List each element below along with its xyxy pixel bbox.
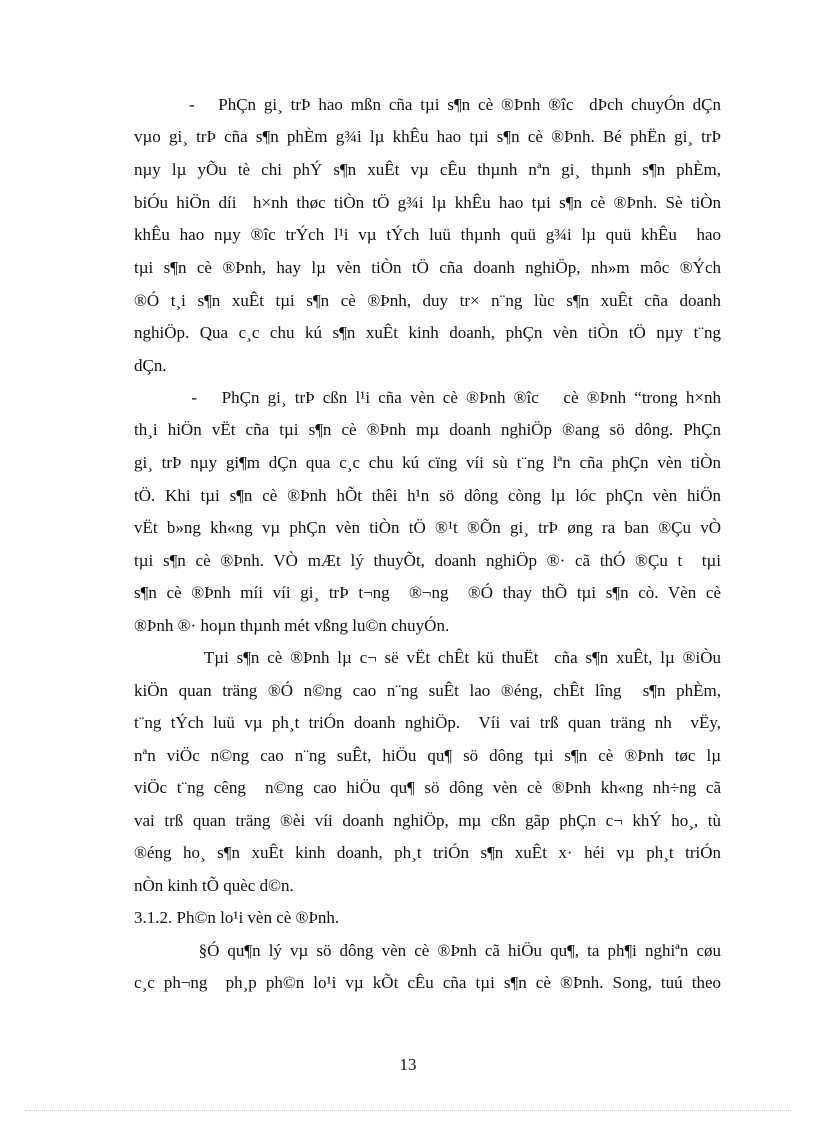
body-line: dÇn.	[134, 356, 167, 375]
body-line: s¶n cè ®Þnh míi víi gi¸ trÞ t¬ng ®¬ng ®Ó thay thÕ tµi s¶n cò. Vèn cè	[134, 583, 721, 602]
body-line: vËt b»ng kh«ng vµ phÇn vèn tiÒn tÖ ®¹t ®Õn gi¸ trÞ øng ra ban ®Çu vÒ	[134, 518, 721, 537]
body-line: - PhÇn gi¸ trÞ cßn l¹i cña vèn cè ®Þnh ®îc cè ®Þnh “trong h×nh	[134, 388, 721, 407]
body-line: ®éng ho¸ s¶n xuÊt kinh doanh, ph¸t triÓn s¶n xuÊt x· héi vµ ph¸t triÓn	[134, 843, 721, 862]
section-heading: 3.1.2. Ph©n lo¹i vèn cè ®Þnh.	[134, 908, 340, 927]
body-line: vai trß quan träng ®èi víi doanh nghiÖp, mµ cßn gãp phÇn c¬ khÝ ho¸, tù	[134, 811, 721, 830]
body-line: - PhÇn gi¸ trÞ hao mßn cña tµi s¶n cè ®Þnh ®îc dÞch chuyÓn dÇn	[134, 95, 721, 114]
body-line: biÓu hiÖn díi h×nh thøc tiÒn tÖ g¾i lµ khÊu hao tµi s¶n cè ®Þnh. Sè tiÒn	[134, 193, 721, 212]
body-line: th¸i hiÖn vËt cña tµi s¶n cè ®Þnh mµ doanh nghiÖp ®ang sö dông. PhÇn	[134, 420, 721, 439]
body-line: nÒn kinh tÕ quèc d©n.	[134, 876, 294, 895]
body-line: t¨ng tÝch luü vµ ph¸t triÓn doanh nghiÖp. Víi vai trß quan träng nh vËy,	[134, 713, 721, 732]
body-line: viÖc t¨ng cêng n©ng cao hiÖu qu¶ sö dông vèn cè ®Þnh kh«ng nh÷ng cã	[134, 778, 721, 797]
page-number: 13	[399, 1055, 417, 1074]
body-line: kiÖn quan träng ®Ó n©ng cao n¨ng suÊt lao ®éng, chÊt lîng s¶n phÈm,	[134, 681, 721, 700]
body-line: ®Ó t¸i s¶n xuÊt tµi s¶n cè ®Þnh, duy tr× n¨ng lùc s¶n xuÊt cña doanh	[134, 291, 721, 310]
body-line: c¸c ph¬ng ph¸p ph©n lo¹i vµ kÕt cÊu cña tµi s¶n cè ®Þnh. Song, tuú theo	[134, 973, 721, 992]
body-line: nªn viÖc n©ng cao n¨ng suÊt, hiÖu qu¶ sö dông tµi s¶n cè ®Þnh tøc lµ	[134, 746, 721, 765]
footer-divider	[25, 1110, 791, 1111]
body-line: ®Þnh ®· hoµn thµnh mét vßng lu©n chuyÓn.	[134, 616, 450, 635]
body-line: tµi s¶n cè ®Þnh. VÒ mÆt lý thuyÕt, doanh nghiÖp ®· cã thÓ ®Çu t tµi	[134, 551, 721, 570]
body-line: vµo gi¸ trÞ cña s¶n phÈm g¾i lµ khÊu hao tµi s¶n cè ®Þnh. Bé phËn gi¸ trÞ	[134, 127, 721, 146]
body-line: gi¸ trÞ nµy gi¶m dÇn qua c¸c chu kú cïng víi sù t¨ng lªn cña phÇn vèn tiÒn	[134, 453, 721, 472]
body-line: khÊu hao nµy ®îc trÝch l¹i vµ tÝch luü thµnh quü g¾i lµ quü khÊu hao	[134, 225, 721, 244]
body-line: §Ó qu¶n lý vµ sö dông vèn cè ®Þnh cã hiÖu qu¶, ta ph¶i nghiªn cøu	[134, 941, 721, 960]
body-line: Tµi s¶n cè ®Þnh lµ c¬ së vËt chÊt kü thuËt cña s¶n xuÊt, lµ ®iÒu	[134, 648, 721, 667]
body-line: nghiÖp. Qua c¸c chu kú s¶n xuÊt kinh doanh, phÇn vèn tiÒn tÖ nµy t¨ng	[134, 323, 721, 342]
body-line: tµi s¶n cè ®Þnh, hay lµ vèn tiÒn tÖ cña doanh nghiÖp, nh»m môc ®Ých	[134, 258, 721, 277]
body-line: tÖ. Khi tµi s¶n cè ®Þnh hÕt thêi h¹n sö dông còng lµ lóc phÇn vèn hiÖn	[134, 486, 721, 505]
body-line: nµy lµ yÕu tè chi phÝ s¶n xuÊt vµ cÊu thµnh nªn gi¸ thµnh s¶n phÈm,	[134, 160, 721, 179]
